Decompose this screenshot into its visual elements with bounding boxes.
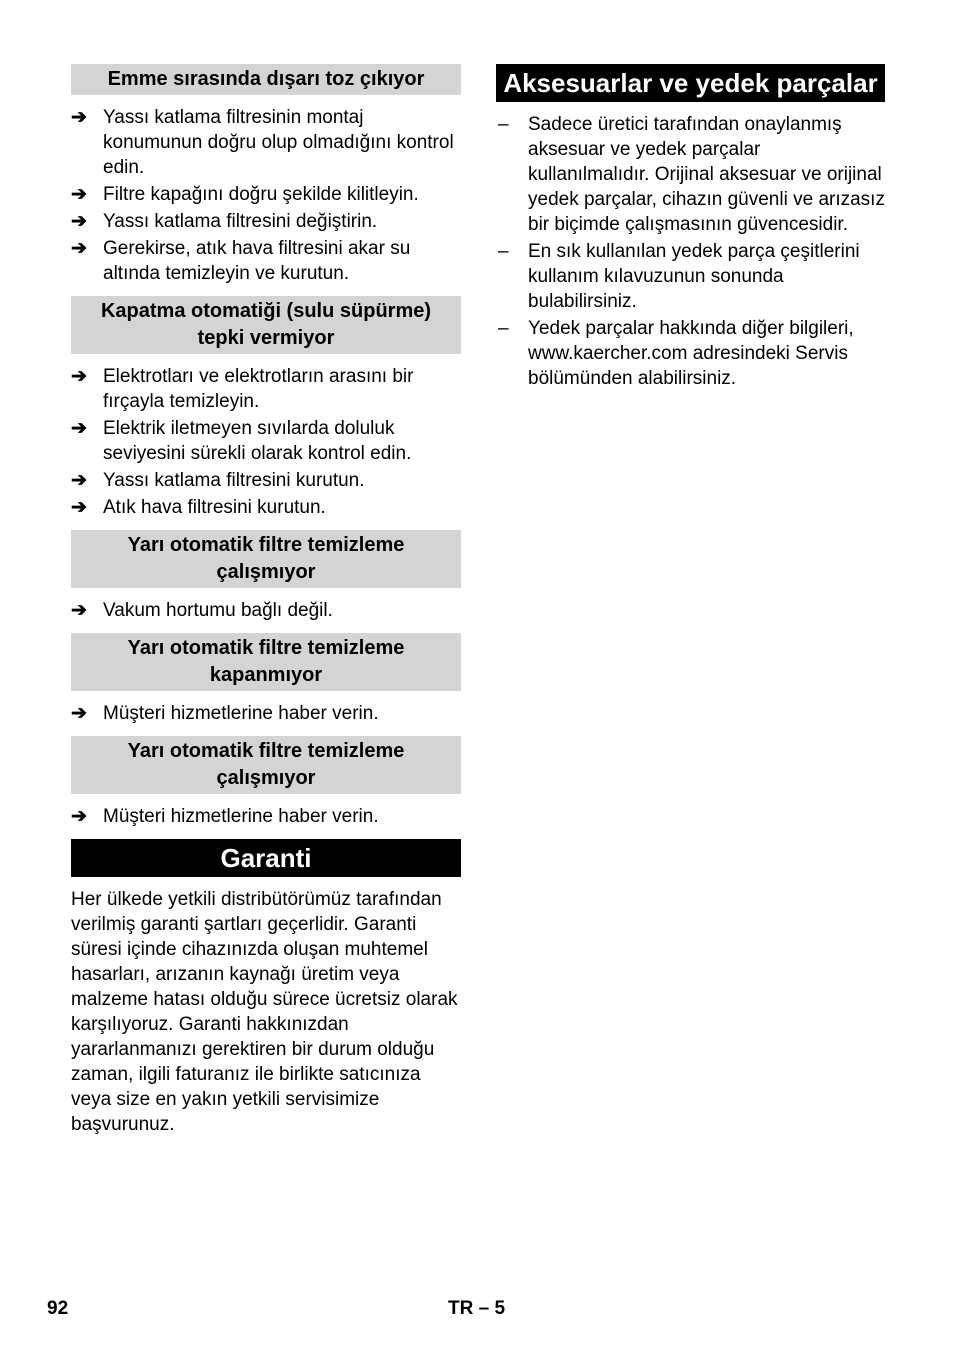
- instruction-list: [71, 598, 461, 623]
- list-item: – Yedek parçalar hakkında diğer bilgileri, www.kaercher.com adresindeki Servis bölümünden alabilirsiniz.: [498, 318, 854, 389]
- instruction-list: [71, 701, 461, 726]
- arrow-icon: ➔: [71, 470, 87, 491]
- dash-icon: –: [498, 318, 509, 339]
- list-item: ➔ Elektrotları ve elektrotların arasını bir fırçayla temizleyin.: [71, 366, 414, 412]
- list-item: – En sık kullanılan yedek parça çeşitlerini kullanım kılavuzunun sonunda bulabilirsiniz.: [498, 241, 860, 312]
- right-column: [496, 64, 885, 401]
- instruction-list: [71, 364, 461, 520]
- accessories-heading: Aksesuarlar ve yedek parçalar: [496, 64, 885, 102]
- dash-icon: –: [498, 114, 509, 135]
- section-title: Kapatma otomatiği (sulu süpürme) tepki vermiyor: [71, 296, 461, 354]
- dash-icon: –: [498, 241, 509, 262]
- list-item: – Sadece üretici tarafından onaylanmış aksesuar ve yedek parçalar kullanılmalıdır. Orijinal aksesuar ve orijinal yedek parçalar, cihazın güvenli ve arızasız bir biçimde çalışmasının güvencesidir.: [498, 114, 885, 235]
- instruction-list: [71, 804, 461, 829]
- arrow-icon: ➔: [71, 418, 87, 439]
- section-title: Emme sırasında dışarı toz çıkıyor: [71, 64, 461, 95]
- garanti-heading: Garanti: [71, 839, 461, 877]
- accessories-list: [496, 112, 885, 391]
- list-item: ➔ Vakum hortumu bağlı değil.: [71, 600, 333, 621]
- language-page-label: TR – 5: [448, 1298, 506, 1319]
- list-item: ➔ Filtre kapağını doğru şekilde kilitleyin.: [71, 184, 419, 205]
- list-item: ➔ Müşteri hizmetlerine haber verin.: [71, 703, 379, 724]
- list-item: ➔ Yassı katlama filtresinin montaj konumunun doğru olup olmadığını kontrol edin.: [71, 107, 454, 178]
- list-item: ➔ Yassı katlama filtresini değiştirin.: [71, 211, 378, 232]
- arrow-icon: ➔: [71, 238, 87, 259]
- arrow-icon: ➔: [71, 184, 87, 205]
- arrow-icon: ➔: [71, 366, 87, 387]
- list-item: ➔ Gerekirse, atık hava filtresini akar su altında temizleyin ve kurutun.: [71, 238, 411, 284]
- arrow-icon: ➔: [71, 806, 87, 827]
- left-column: [71, 64, 461, 1137]
- garanti-text: Her ülkede yetkili distribütörümüz tarafından verilmiş garanti şartları geçerlidir. Garanti süresi içinde cihazınızda oluşan muhtemel hasarları, arızanın kaynağı üretim veya malzeme hatası olduğu sürece ücretsiz olarak karşılıyoruz. Garanti hakkınızdan yararlanmanızı gerektiren bir durum olduğu zaman, ilgili faturanız ile birlikte satıcınıza veya size en yakın yetkili servisimize başvurunuz.: [71, 889, 458, 1135]
- section-title: Yarı otomatik filtre temizleme kapanmıyor: [71, 633, 461, 691]
- section-title: Yarı otomatik filtre temizleme çalışmıyor: [71, 736, 461, 794]
- list-item: ➔ Yassı katlama filtresini kurutun.: [71, 470, 365, 491]
- list-item: ➔ Müşteri hizmetlerine haber verin.: [71, 806, 379, 827]
- arrow-icon: ➔: [71, 600, 87, 621]
- page-number: 92: [47, 1298, 69, 1319]
- arrow-icon: ➔: [71, 703, 87, 724]
- arrow-icon: ➔: [71, 497, 87, 518]
- section-title: Yarı otomatik filtre temizleme çalışmıyor: [71, 530, 461, 588]
- instruction-list: [71, 105, 461, 286]
- list-item: ➔ Elektrik iletmeyen sıvılarda doluluk seviyesini sürekli olarak kontrol edin.: [71, 418, 412, 464]
- list-item: ➔ Atık hava filtresini kurutun.: [71, 497, 326, 518]
- arrow-icon: ➔: [71, 107, 87, 128]
- arrow-icon: ➔: [71, 211, 87, 232]
